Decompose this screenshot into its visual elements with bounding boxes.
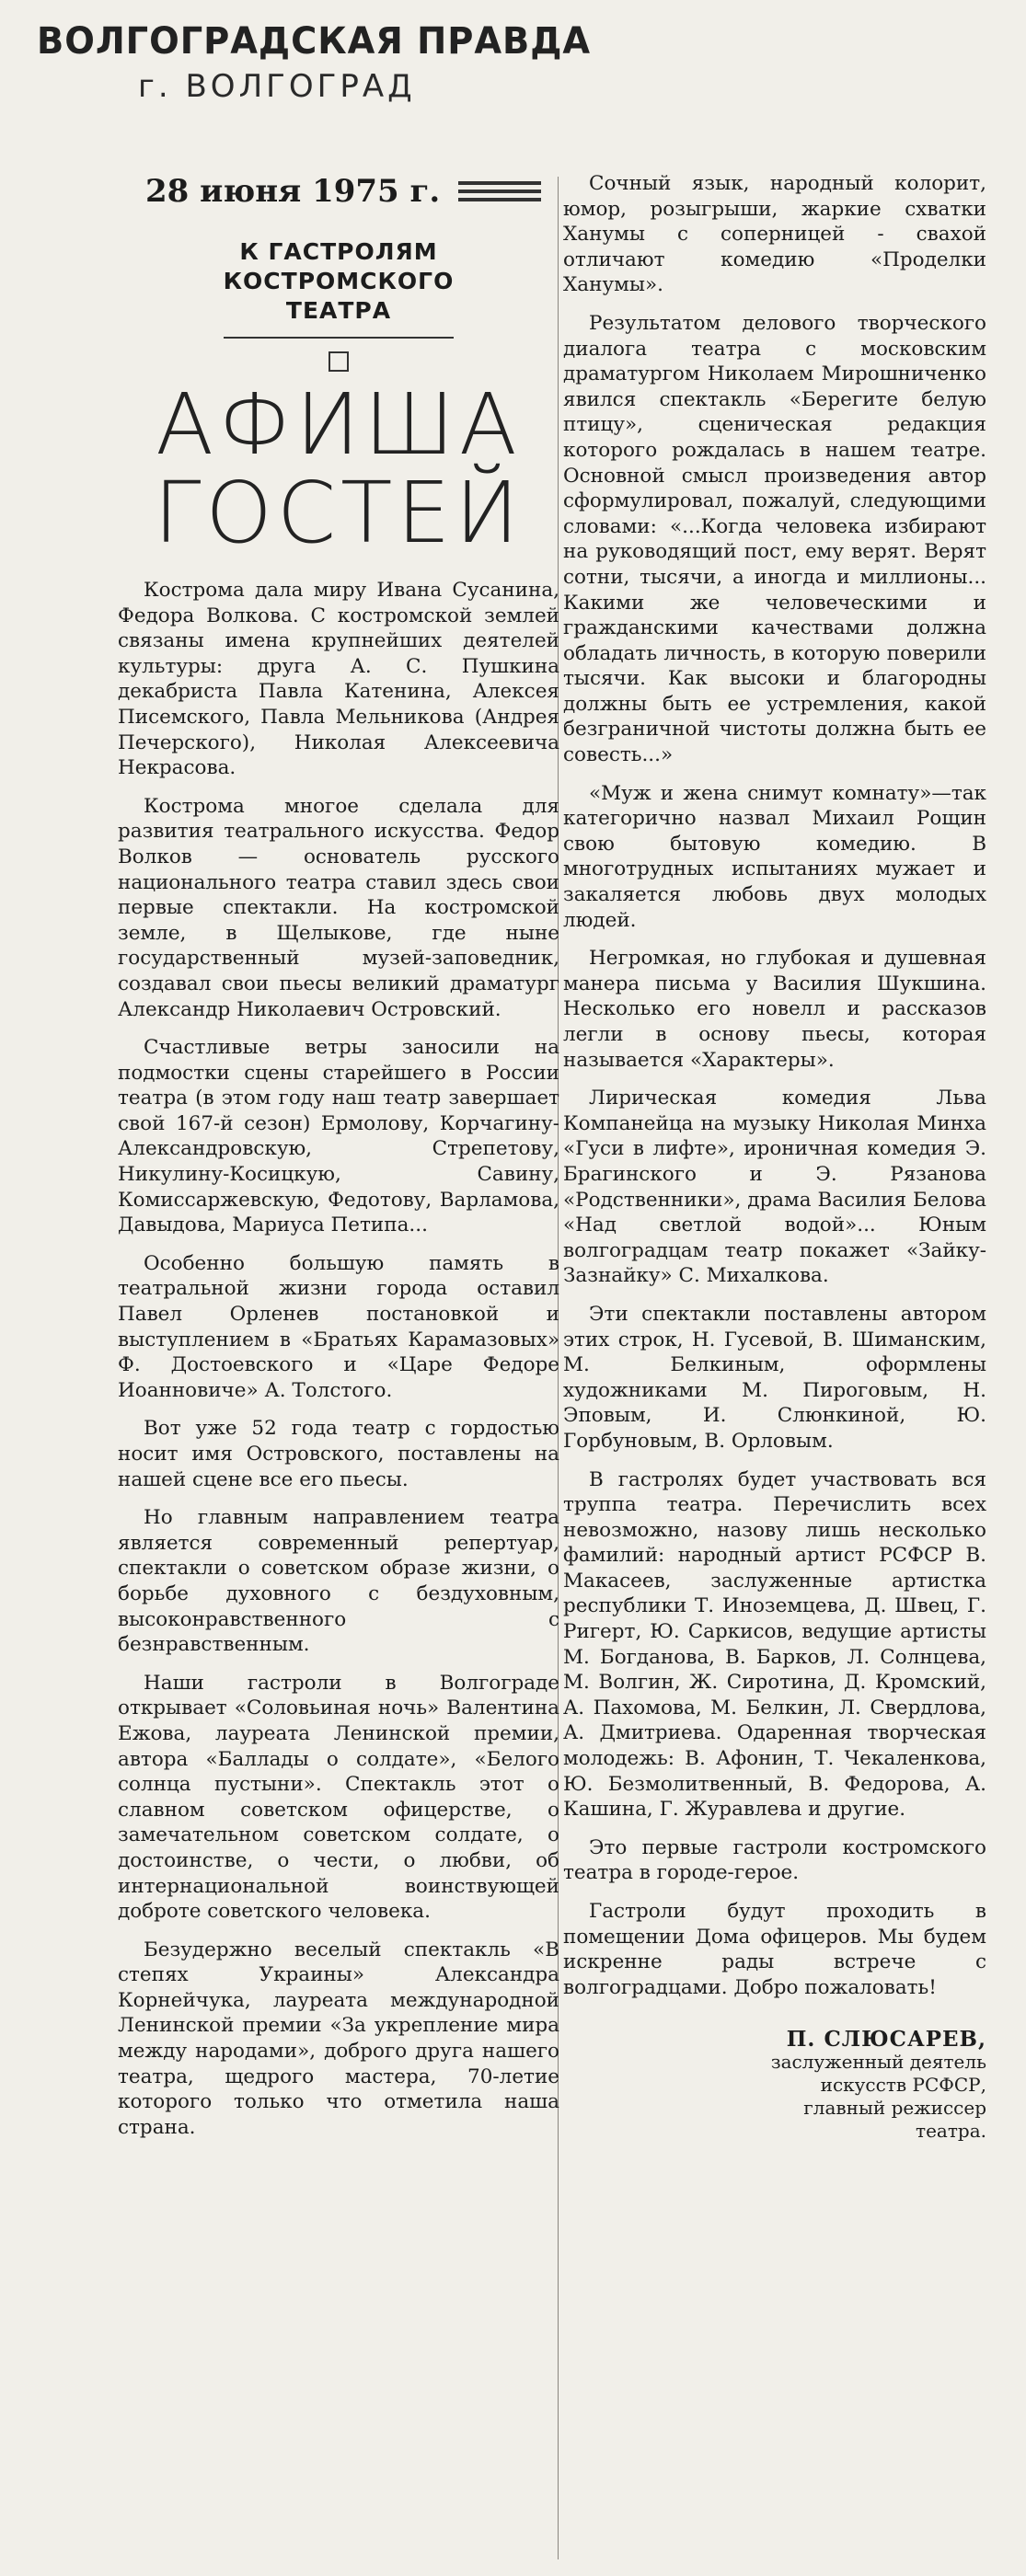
author-title-line: главный режиссер: [803, 2097, 986, 2120]
paragraph: Кострома дала миру Ивана Сусанина, Федора Волкова. С костромской землей связаны имена крупнейших деятелей культуры: друга А. С. Пушкина декабриста Павла Катенина, Алексея Писемского, Павла Мельникова (Андрея Печерского), Николая Алексеевича Некрасова.: [118, 579, 559, 780]
author-title-line: искусств РСФСР,: [820, 2074, 986, 2097]
headline-line: АФИША: [156, 375, 522, 474]
paragraph: Эти спектакли поставлены автором этих строк, Н. Гусевой, В. Шиманским, М. Белкиным, оформлены художниками М. Пироговым, Н. Эповым, И. Слюнкиной, Ю. Горбуновым, В. Орловым.: [563, 1302, 986, 1453]
rubric-line: ТЕАТРА: [285, 297, 392, 324]
paragraph: Гастроли будут проходить в помещении Дома офицеров. Мы будем искренне рады встрече с волгоградцами. Добро пожаловать!: [563, 1900, 986, 1999]
paragraph: Негромкая, но глубокая и душевная манера письма у Василия Шукшина. Несколько его новелл и рассказов легли в основу пьесы, которая называется «Характеры».: [563, 947, 986, 1072]
paragraph: Сочный язык, народный колорит, юмор, розыгрыши, жаркие схватки Ханумы с соперницей - свахой отличают комедию «Проделки Ханумы».: [563, 172, 986, 297]
author-title-line: театра.: [916, 2120, 986, 2143]
article-body-left: [118, 578, 559, 2140]
paragraph: Вот уже 52 года театр с гордостью носит имя Островского, поставлены на нашей сцене все его пьесы.: [118, 1417, 559, 1491]
publication-date: 28 июня 1975 г.: [145, 173, 441, 210]
author-name: П. СЛЮСАРЕВ,: [786, 2027, 986, 2053]
author-signature: [563, 2028, 986, 2143]
date-line: [145, 173, 559, 210]
paragraph: Но главным направлением театра является современный репертуар, спектакли о советском образе жизни, о борьбе духовного с бездуховным, высоконравственного с безнравственным.: [118, 1506, 559, 1657]
date-rule: [458, 177, 541, 206]
paragraph: Это первые гастроли костромского театра в городе-герое.: [563, 1835, 986, 1885]
right-column: [563, 171, 986, 2143]
author-title-line: заслуженный деятель: [770, 2051, 986, 2074]
rubric-line: КОСТРОМСКОГО: [223, 268, 455, 294]
paragraph: Кострома многое сделала для развития театрального искусства. Федор Волков — основатель русского национального театра ставил здесь свои первые спектакли. На костромской земле, в Щелыкове, где ныне государственный музей-заповедник, создавал свои пьесы великий драматург Александр Николаевич Островский.: [118, 794, 559, 1021]
paragraph: Результатом делового творческого диалога театра с московским драматургом Николаем Мирошниченко явился спектакль «Берегите белую птицу», сценическая редакция которого рождалась в нашем театре. Основной смысл произведения автор сформулировал, пожалуй, следующими словами: «...Когда человека избирают на руководящий пост, ему верят. Верят сотни, тысячи, а иногда и миллионы... Какими же человеческими и гражданскими качествами должна обладать личность, в которую поверили тысячи. Как высоки и благородны должны быть ее устремления, какой безграничной чистоты должна быть ее совесть...»: [563, 311, 986, 767]
paragraph: Безудержно веселый спектакль «В степях Украины» Александра Корнейчука, лауреата международной Ленинской премии «За укрепление мира между народами», доброго друга нашего театра, щедрого мастера, 70-летие которого только что отметила наша страна.: [118, 1938, 559, 2139]
paragraph: «Муж и жена снимут комнату»—так категорично назвал Михаил Рощин свою бытовую комедию. В многотрудных испытаниях мужает и закаляется любовь двух молодых людей.: [563, 781, 986, 932]
paragraph: В гастролях будет участвовать вся труппа театра. Перечислить всех невозможно, назову лишь несколько фамилий: народный артист РСФСР В. Макасеев, заслуженные артистка республики Т. Иноземцева, Д. Швец, Г. Ригерт, Ю. Саркисов, ведущие артисты М. Богданова, В. Барков, Л. Солнцева, М. Волгин, Ж. Сиротина, Д. Кромский, А. Пахомова, М. Белкин, Л. Свердлова, А. Дмитриева. Одаренная творческая молодежь: В. Афонин, Т. Чекаленкова, Ю. Безмолитвенный, В. Федорова, А. Кашина, Г. Журавлева и другие.: [563, 1467, 986, 1822]
left-column: [118, 173, 559, 2153]
paragraph: Лирическая комедия Льва Компанейца на музыку Николая Минха «Гуси в лифте», ироничная комедия Э. Брагинского и Э. Рязанова «Родственники», драма Василия Белова «Над светлой водой»... Юным волгоградцам театр покажет «Зайку-Зазнайку» С. Михалкова.: [563, 1087, 986, 1288]
article-body-right: [563, 171, 986, 2000]
newspaper-name: ВОЛГОГРАДСКАЯ ПРАВДА: [37, 20, 592, 63]
masthead-stamp: [37, 20, 592, 105]
rubric-line: К ГАСТРОЛЯМ: [239, 238, 438, 265]
newspaper-city: г. ВОЛГОГРАД: [138, 68, 416, 105]
headline-line: ГОСТЕЙ: [154, 464, 524, 562]
square-ornament-icon: [329, 351, 349, 372]
paragraph: Наши гастроли в Волгограде открывает «Соловьиная ночь» Валентина Ежова, лауреата Ленинской премии, автора «Баллады о солдате», «Белого солнца пустыни». Спектакль этот о славном советском офицерстве, о замечательном советском солдате, о достоинстве, о чести, о любви, об интернациональной воинствующей доброте советского человека.: [118, 1671, 559, 1924]
rubric-underline: [224, 337, 454, 339]
article-headline: [118, 375, 559, 562]
paragraph: Особенно большую память в театральной жизни города оставил Павел Орленев постановкой и выступлением в «Братьях Карамазовых» Ф. Достоевского и «Царе Федоре Иоанновиче» А. Толстого.: [118, 1251, 559, 1402]
paragraph: Счастливые ветры заносили на подмостки сцены старейшего в России театра (в этом году наш театр завершает свой 167-й сезон) Ермолову, Корчагину-Александровскую, Стрепетову, Никулину-Косицкую, Савину, Комиссаржевскую, Федотову, Варламова, Давыдова, Мариуса Петипа...: [118, 1036, 559, 1237]
rubric: [118, 237, 559, 326]
